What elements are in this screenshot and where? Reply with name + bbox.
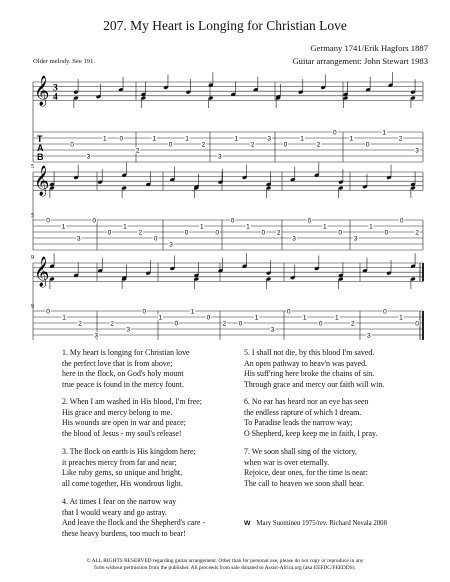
tab-number: 3 — [94, 332, 98, 340]
measure-number: 5 — [31, 164, 34, 170]
tab-letter: T — [37, 134, 43, 144]
verse-line: The call to heaven we soon shall hear. — [244, 478, 365, 488]
tab-number: 0 — [318, 320, 323, 328]
tab-number: 0 — [174, 320, 179, 328]
verse-7 — [244, 447, 368, 489]
verse-5 — [244, 348, 384, 390]
tab-number: 2 — [222, 320, 227, 328]
tab-number: 0 — [399, 217, 404, 225]
tab-number: 1 — [349, 135, 354, 143]
tab-number: 0 — [230, 217, 235, 225]
tab-number: 3 — [367, 332, 371, 340]
tab-number: 2 — [138, 229, 143, 237]
tab-number: 3 — [270, 326, 275, 334]
copyright-notice — [0, 558, 450, 572]
treble-clef-icon: 𝄞 — [34, 166, 50, 196]
verse-line: His grace and mercy belong to me. — [62, 407, 173, 417]
tab-number: 0 — [238, 320, 243, 328]
verse-line: Rejoice, dear ones, for the time is near: — [244, 468, 368, 478]
verse-4 — [62, 497, 205, 539]
page-title: 207. My Heart is Longing for Christian Love — [103, 18, 347, 33]
verse-line: His wounds are open in war and peace; — [62, 418, 186, 428]
tab-number: 2 — [78, 320, 82, 328]
words-credit — [244, 520, 387, 527]
arranger-credit: Guitar arrangement: John Stewart 1983 — [292, 56, 428, 66]
tab-number: 3 — [86, 153, 91, 161]
tab-number: 3 — [76, 235, 81, 243]
tab-number: 1 — [254, 314, 259, 322]
tab-letter: B — [37, 152, 44, 162]
tab-number: 1 — [158, 314, 163, 322]
tab-number: 1 — [302, 314, 307, 322]
system-3 — [31, 253, 423, 340]
tab-number: 0 — [383, 308, 387, 316]
words-author: Mary Suominen 1975/rev. Richard Nevala 2008 — [256, 520, 387, 527]
tab-number: 0 — [365, 141, 370, 149]
verse-3 — [62, 447, 196, 489]
verse-line: His suff'ring here broke the chains of sin. — [244, 369, 375, 379]
tab-number: 1 — [399, 314, 403, 322]
verse-6 — [244, 397, 377, 439]
tab-number: 0 — [184, 229, 189, 237]
verse-line: 4. At times I fear on the narrow way — [62, 497, 177, 506]
verse-line: true peace is found in the mercy fount. — [62, 379, 184, 389]
verse-line: O Shepherd, keep keep me in faith, I pray. — [244, 428, 378, 438]
tab-number: 3 — [169, 241, 173, 249]
tab-letter: A — [37, 143, 44, 153]
tab-number: 2 — [316, 141, 321, 149]
tab-number: 1 — [300, 135, 304, 143]
system-1 — [33, 72, 423, 162]
verse-line: 3. The flock on earth is His kingdom here; — [62, 447, 196, 456]
tab-number: 0 — [46, 217, 50, 225]
tab-number: 1 — [199, 223, 204, 231]
tab-number: 0 — [333, 129, 337, 137]
copyright-line: form without permission from the publisher. All proceeds from sale donated to Assist-Africa.org (aka EEFDC/FEEDDS). — [94, 565, 356, 571]
tab-number: 0 — [70, 141, 74, 149]
tab-number: 2 — [398, 135, 403, 143]
tab-number: 0 — [415, 320, 419, 328]
tab-number: 3 — [267, 135, 271, 143]
treble-clef-icon: 𝄞 — [34, 257, 50, 287]
tab-number: 0 — [307, 217, 312, 225]
measure-number: 5 — [31, 213, 34, 219]
tab-number: 2 — [110, 320, 114, 328]
tab-number: 1 — [322, 223, 327, 231]
tab-number: 1 — [185, 135, 189, 143]
measure-number: 9 — [31, 304, 34, 310]
tab-number: 3 — [218, 153, 222, 161]
verse-line: all come together, His wondrous light. — [62, 478, 183, 488]
tab-number: 2 — [135, 147, 140, 155]
melody-note: Older melody. See 191. — [33, 58, 96, 65]
verse-line: To Paradise leads the narrow way; — [244, 418, 353, 428]
tab-number: 0 — [261, 229, 266, 237]
verse-line: when war is over eternally. — [244, 457, 330, 467]
tab-number: 2 — [201, 141, 206, 149]
composer-credit: Germany 1741/Erik Hagfors 1887 — [310, 43, 428, 53]
tab-number: 0 — [215, 229, 219, 237]
verse-line: And leave the flock and the Shepherd's care - — [62, 518, 205, 528]
tab-number: 0 — [46, 308, 50, 316]
tab-number: 1 — [334, 314, 339, 322]
tab-number: 0 — [119, 135, 124, 143]
tab-number: 1 — [152, 135, 156, 143]
measure-number: 9 — [31, 255, 34, 261]
tab-number: 2 — [351, 320, 355, 328]
verse-1 — [62, 348, 190, 390]
tab-number: 1 — [234, 135, 239, 143]
verse-line: these heavy burdens, too much to bear! — [62, 528, 186, 538]
verse-line: 2. When I am washed in His blood, I'm free; — [62, 397, 202, 406]
tab-number: 1 — [123, 223, 127, 231]
tab-number: 1 — [382, 129, 386, 137]
system-2 — [31, 162, 423, 250]
time-signature-top: 3 — [53, 83, 58, 94]
tab-number: 1 — [190, 308, 195, 316]
tab-number: 0 — [107, 229, 112, 237]
tab-number: 0 — [283, 141, 288, 149]
tab-number: 0 — [153, 235, 158, 243]
verse-line: the perfect love that is from above; — [62, 358, 173, 368]
tab-number: 0 — [142, 308, 147, 316]
tab-number: 1 — [103, 135, 107, 143]
tab-number: 3 — [353, 235, 358, 243]
treble-clef-icon: 𝄞 — [34, 76, 50, 106]
verse-line: the endless rapture of which I dream. — [244, 407, 362, 417]
tab-number: 2 — [415, 229, 419, 237]
tab-number: 0 — [168, 141, 173, 149]
verse-line: An open pathway to heav'n was paved. — [244, 358, 368, 368]
tab-number: 2 — [250, 141, 255, 149]
verse-line: 6. No ear has heard nor an eye has seen — [244, 397, 369, 406]
verse-line: 5. I shall not die, by this blood I'm saved. — [244, 348, 375, 357]
tab-number: 2 — [276, 229, 281, 237]
verse-line: Like ruby gems, so unique and bright, — [62, 468, 183, 478]
verse-line: here in the flock, on God's holy mount — [62, 369, 184, 379]
verse-line: that I would weary and go astray. — [62, 507, 167, 517]
verse-line: Through grace and mercy our faith will win. — [244, 379, 385, 389]
tab-number: 3 — [126, 326, 131, 334]
tab-number: 1 — [369, 223, 373, 231]
tab-number: 1 — [246, 223, 250, 231]
verse-2 — [62, 397, 202, 439]
verse-line: it preaches mercy from far and near; — [62, 457, 177, 467]
words-label: W — [244, 520, 251, 527]
verse-line: 7. We soon shall sing of the victory, — [244, 447, 357, 456]
verse-line: 1. My heart is longing for Christian love — [62, 348, 190, 357]
tab-number: 0 — [338, 229, 342, 237]
time-signature-bottom: 4 — [53, 92, 58, 103]
copyright-line: © ALL RIGHTS RESERVED regarding guitar arrangement. Other than for personal use, please do not copy or reproduce in any — [86, 558, 364, 564]
tab-number: 3 — [292, 235, 296, 243]
tab-number: 0 — [206, 314, 211, 322]
tab-number: 0 — [92, 217, 96, 225]
tab-number: 3 — [415, 147, 419, 155]
tab-number: 0 — [384, 229, 389, 237]
tab-number: 0 — [286, 308, 291, 316]
tab-number: 1 — [61, 223, 66, 231]
tab-number: 1 — [62, 314, 66, 322]
verse-line: the blood of Jesus - my soul's release! — [62, 428, 182, 438]
